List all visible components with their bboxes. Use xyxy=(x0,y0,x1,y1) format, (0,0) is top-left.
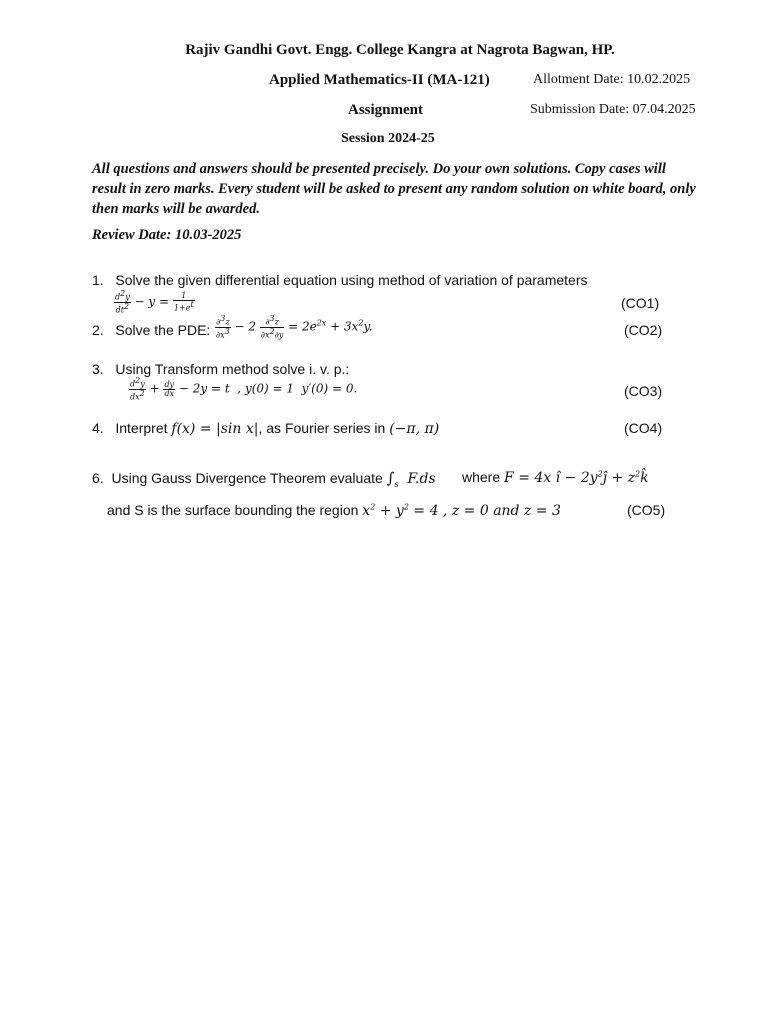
q6-co-label: (CO5) xyxy=(627,502,666,518)
college-name: Rajiv Gandhi Govt. Engg. College Kangra at Nagrota Bagwan, HP. xyxy=(185,42,615,58)
assignment-title: Assignment xyxy=(348,102,424,118)
q2-co-label: (CO2) xyxy=(624,322,663,338)
q6-where-clause xyxy=(462,469,649,486)
session-label: Session 2024-25 xyxy=(341,131,435,146)
instructions: All questions and answers should be presented precisely. Do your own solutions. Copy cases will result in zero marks. Every student will be asked to present any random solution on white board, only then marks will be awarded. xyxy=(92,161,696,217)
q1-co-label: (CO1) xyxy=(621,295,660,311)
q3-equation: $\frac{d^2y}{dx^2}$ + $\frac{dy}{dx}$ − 2y = t , y(0) = 1 y′(0) = 0. xyxy=(130,376,358,402)
question-6 xyxy=(92,469,436,489)
q4-co-label: (CO4) xyxy=(624,420,663,436)
course-title: Applied Mathematics-II (MA-121) xyxy=(269,72,490,88)
q6-surface-integral: $\int_s$ F.ds xyxy=(386,469,436,489)
q4-interval: (−π, π) xyxy=(389,421,440,437)
question-6-line-2 xyxy=(107,502,561,519)
q2-equation: $\frac{\partial^3z}{\partial x^3}$ − 2 $\frac{\partial^3z}{\partial x^2\partial y}$ = $2e^{2x} + 3x^2y$. xyxy=(216,314,373,340)
question-2 xyxy=(92,322,210,338)
question-text-after: , as Fourier series in xyxy=(258,420,386,436)
question-number: 1. xyxy=(92,272,104,288)
question-3 xyxy=(92,361,349,377)
question-number: 3. xyxy=(92,361,104,377)
question-text-line2: and S is the surface bounding the region xyxy=(107,502,359,518)
question-text: Solve the PDE: xyxy=(115,322,211,338)
q3-co-label: (CO3) xyxy=(624,383,663,399)
question-text-before: Using Gauss Divergence Theorem evaluate xyxy=(111,470,383,486)
question-text-before: Interpret xyxy=(115,420,168,436)
question-text: Using Transform method solve i. v. p.: xyxy=(115,361,350,377)
q6-region: $x^2 + y^2 = 4$ , z = 0 and z = 3 xyxy=(362,502,561,519)
question-text: Solve the given differential equation using method of variation of parameters xyxy=(115,272,588,288)
question-number: 4. xyxy=(92,420,104,436)
review-date: Review Date: 10.03-2025 xyxy=(92,227,242,243)
question-4 xyxy=(92,420,439,437)
question-text-where: where xyxy=(462,469,501,485)
q4-function: f(x) = |sin x| xyxy=(171,421,259,437)
question-1 xyxy=(92,272,588,288)
question-number: 2. xyxy=(92,322,104,338)
submission-date: Submission Date: 07.04.2025 xyxy=(530,102,696,117)
question-number: 6. xyxy=(92,470,104,486)
allotment-date: Allotment Date: 10.02.2025 xyxy=(533,72,691,87)
q1-equation: $\frac{d^2y}{dt^2}$ − y = $\frac{1}{1+e^t}$ xyxy=(115,289,194,315)
q6-vector-field: F = 4x î − $2y^2ĵ$ + $z^2k̂$ xyxy=(504,469,649,486)
